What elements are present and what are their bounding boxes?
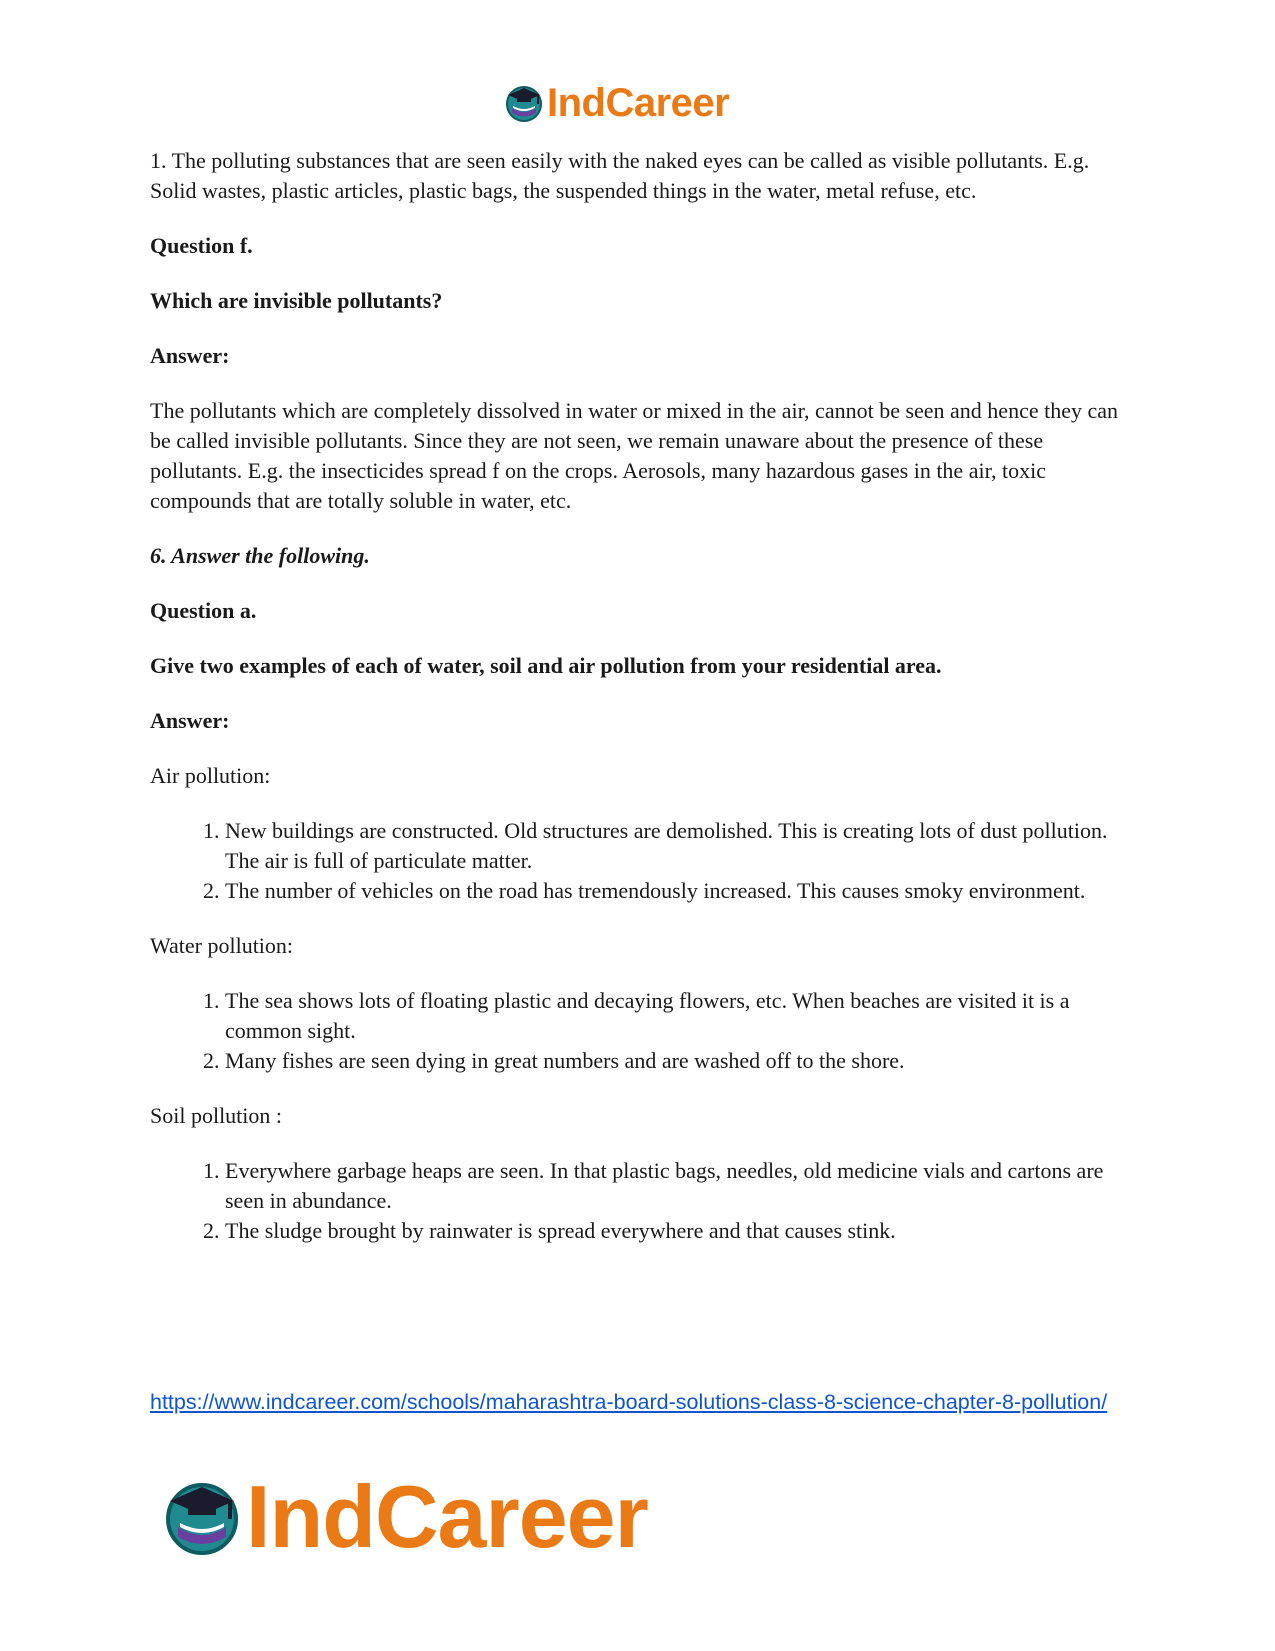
question-a-text: Give two examples of each of water, soil and air pollution from your residential area.	[150, 653, 942, 678]
answer-label: Answer:	[150, 343, 230, 368]
footer-logo	[160, 1467, 648, 1566]
list-item: 1. New buildings are constructed. Old structures are demolished. This is creating lots of dust pollution. The air is full of particulate matter.	[225, 816, 1130, 876]
logo-wordmark: IndCareer	[547, 81, 730, 125]
list-item: 2. The sludge brought by rainwater is spread everywhere and that causes stink.	[225, 1216, 1130, 1246]
list-item: 1. Everywhere garbage heaps are seen. In that plastic bags, needles, old medicine vials and cartons are seen in abundance.	[225, 1156, 1130, 1216]
soil-pollution-list	[150, 1156, 1130, 1246]
water-pollution-list	[150, 986, 1130, 1076]
soil-pollution-heading: Soil pollution :	[150, 1103, 283, 1128]
air-pollution-list	[150, 816, 1130, 906]
section-6-title: 6. Answer the following.	[150, 543, 370, 568]
logo-wordmark: IndCareer	[246, 1467, 648, 1566]
question-f-text: Which are invisible pollutants?	[150, 288, 443, 313]
graduation-globe-icon	[160, 1475, 244, 1559]
intro-paragraph: 1. The polluting substances that are seen easily with the naked eyes can be called as visible pollutants. E.g. Solid wastes, plastic articles, plastic bags, the suspended things in the water, metal refuse, etc.	[150, 148, 1090, 203]
list-item: 2. Many fishes are seen dying in great numbers and are washed off to the shore.	[225, 1046, 1130, 1076]
source-link[interactable]: https://www.indcareer.com/schools/maharashtra-board-solutions-class-8-science-chapter-8-pollution/	[150, 1390, 1108, 1414]
graduation-globe-icon	[503, 82, 545, 124]
list-item: 1. The sea shows lots of floating plastic and decaying flowers, etc. When beaches are visited it is a common sight.	[225, 986, 1130, 1046]
question-f-label: Question f.	[150, 233, 253, 258]
list-item: 2. The number of vehicles on the road has tremendously increased. This causes smoky environment.	[225, 876, 1130, 906]
answer-f-paragraph: The pollutants which are completely dissolved in water or mixed in the air, cannot be seen and hence they can be called invisible pollutants. Since they are not seen, we remain unaware about the presence of these pollutants. E.g. the insecticides spread f on the crops. Aerosols, many hazardous gases in the air, toxic compounds that are totally soluble in water, etc.	[150, 398, 1119, 513]
answer-label: Answer:	[150, 708, 230, 733]
document-body	[150, 146, 1130, 1271]
water-pollution-heading: Water pollution:	[150, 933, 294, 958]
question-a-label: Question a.	[150, 598, 257, 623]
header-logo	[503, 80, 729, 126]
air-pollution-heading: Air pollution:	[150, 763, 271, 788]
